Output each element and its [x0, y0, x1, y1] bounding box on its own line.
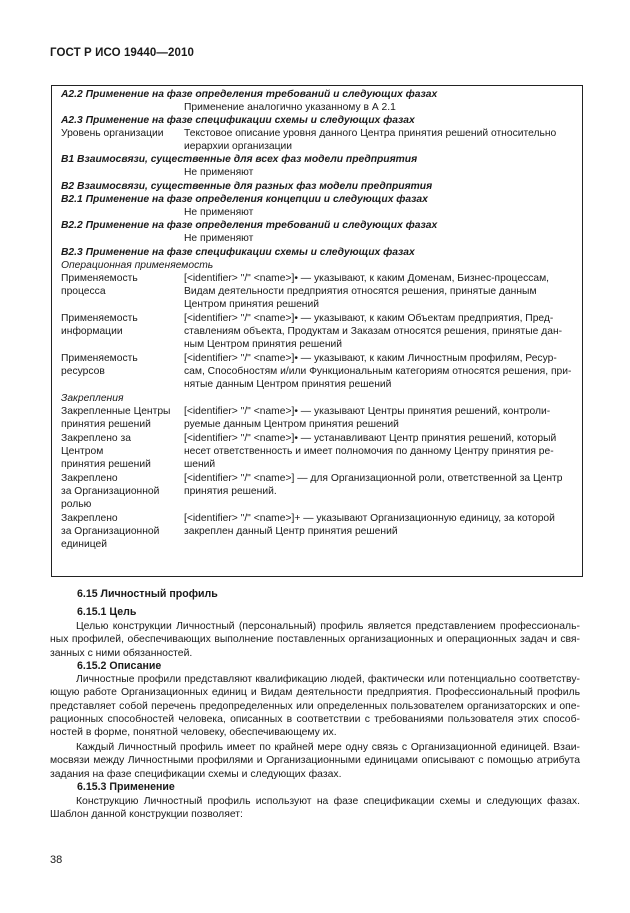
resource-line-1: [<identifier> "/" <name>]• — указывают, к каким Личностным профилям, Ресур-: [184, 353, 557, 364]
process-label-2: процесса: [61, 286, 106, 297]
b22-heading: В2.2 Применение на фазе определения требований и следующих фазах: [61, 220, 438, 231]
fixed-to-center-label-2: Центром: [61, 446, 104, 457]
a22-text: Применение аналогично указанному в А 2.1: [184, 102, 396, 113]
paragraph-purpose: Целью конструкции Личностный (персональный) профиль является представлением профессиональ-ных профилей, обеспечивающих выполнение поставленных организационных и операционных задач и свя-занных с ними обязанностей.: [50, 621, 580, 659]
a23-heading: A2.3 Применение на фазе спецификации схемы и следующих фазах: [61, 115, 415, 126]
info-line-2: ставлениям объекта, Продуктам и Заказам относятся решения, принятые дан-: [184, 326, 563, 337]
fixed-centers-label-2: принятия решений: [61, 419, 151, 430]
fixed-centers-label-1: Закрепленные Центры: [61, 406, 171, 417]
process-label-1: Применяемость: [61, 273, 138, 284]
b2-heading: В2 Взаимосвязи, существенные для разных фаз модели предприятия: [61, 181, 433, 192]
b23-heading: В2.3 Применение на фазе спецификации схемы и следующих фазах: [61, 247, 415, 258]
operational-heading: Операционная применяемость: [61, 260, 214, 271]
resource-line-2: сам, Способностям и/или Функциональным категориям относятся решения, при-: [184, 366, 572, 377]
section-6-15-heading: 6.15 Личностный профиль: [77, 588, 218, 600]
info-label-2: информации: [61, 326, 123, 337]
info-line-3: ным Центром принятия решений: [184, 339, 343, 350]
fixed-to-center-label-1: Закреплено за: [61, 433, 131, 444]
fixed-to-role-line-1: [<identifier> "/" <name>] — для Организационной роли, ответственной за Центр: [184, 473, 563, 484]
fixed-centers-line-2: руемые данным Центром принятия решений: [184, 419, 399, 430]
paragraph-application: Конструкцию Личностный профиль используют на фазе спецификации схемы и следующих фазах. Шаблон данной конструкции позволяет:: [50, 796, 580, 821]
process-line-2: Видам деятельности предприятия относятся решения, принятые данным: [184, 286, 537, 297]
section-6-15-2-heading: 6.15.2 Описание: [77, 660, 162, 672]
org-level-label: Уровень организации: [61, 128, 164, 139]
process-line-3: Центром принятия решений: [184, 299, 319, 310]
fixed-to-unit-label-3: единицей: [61, 539, 107, 550]
fixed-to-center-label-3: принятия решений: [61, 459, 151, 470]
fixed-to-unit-label-1: Закреплено: [61, 513, 118, 524]
fixed-to-center-line-1: [<identifier> "/" <name>]• — устанавливают Центр принятия решений, который: [184, 433, 557, 444]
resource-line-3: нятые данным Центром принятия решений: [184, 379, 392, 390]
b22-text: Не применяют: [184, 233, 254, 244]
fixed-to-unit-line-1: [<identifier> "/" <name>]+ — указывают Организационную единицу, за которой: [184, 513, 555, 524]
section-6-15-3-heading: 6.15.3 Применение: [77, 781, 175, 793]
fixed-to-role-label-2: за Организационной: [61, 486, 160, 497]
fixed-to-role-label-1: Закреплено: [61, 473, 118, 484]
b21-text: Не применяют: [184, 207, 254, 218]
fixed-to-center-line-2: несет ответственность и имеет полномочия по данному Центру принятия ре-: [184, 446, 554, 457]
paragraph-description: Личностные профили представляют квалификацию людей, фактически или потенциально соответству-ющую работе Организационных единиц и Видам деятельности предприятия. Профессиональный профиль представляет собой перечень предопределенных или определенных пользователем организаторских и опе-рационных способностей человека, описанных в соответствии с требованиями пользователя этих способ-ностей в форме, понятной человеку, обеспечивающему их.: [50, 674, 580, 739]
attribute-table: [51, 85, 583, 577]
b21-heading: В2.1 Применение на фазе определения концепции и следующих фазах: [61, 194, 428, 205]
info-line-1: [<identifier> "/" <name>]• — указывают, к каким Объектам предприятия, Пред-: [184, 313, 554, 324]
a22-heading: A2.2 Применение на фазе определения требований и следующих фазах: [61, 89, 438, 100]
b1-text: Не применяют: [184, 167, 254, 178]
document-code: ГОСТ Р ИСО 19440—2010: [50, 47, 195, 59]
fixed-to-center-line-3: шений: [184, 459, 216, 470]
paragraph-relations: Каждый Личностный профиль имеет по крайней мере одну связь с Организационной единицей. Взаи-мосвязи между Личностными профилями и Организационными единицами описывают с помощью атрибута задания на фазе спецификации схемы и следующих фазах.: [50, 742, 580, 780]
fixed-to-unit-line-2: закреплен данный Центр принятия решений: [184, 526, 398, 537]
fixings-heading: Закрепления: [61, 393, 124, 404]
org-level-line1: Текстовое описание уровня данного Центра принятия решений относительно: [184, 128, 557, 139]
resource-label-1: Применяемость: [61, 353, 138, 364]
fixed-to-role-label-3: ролью: [61, 499, 92, 510]
info-label-1: Применяемость: [61, 313, 138, 324]
process-line-1: [<identifier> "/" <name>]• — указывают, к каким Доменам, Бизнес-процессам,: [184, 273, 550, 284]
section-6-15-1-heading: 6.15.1 Цель: [77, 606, 137, 618]
fixed-to-unit-label-2: за Организационной: [61, 526, 160, 537]
resource-label-2: ресурсов: [61, 366, 105, 377]
page-number: 38: [50, 854, 63, 866]
org-level-line2: иерархии организации: [184, 141, 293, 152]
b1-heading: В1 Взаимосвязи, существенные для всех фаз модели предприятия: [61, 154, 418, 165]
fixed-to-role-line-2: принятия решений.: [184, 486, 277, 497]
fixed-centers-line-1: [<identifier> "/" <name>]• — указывают Центры принятия решений, контроли-: [184, 406, 551, 417]
